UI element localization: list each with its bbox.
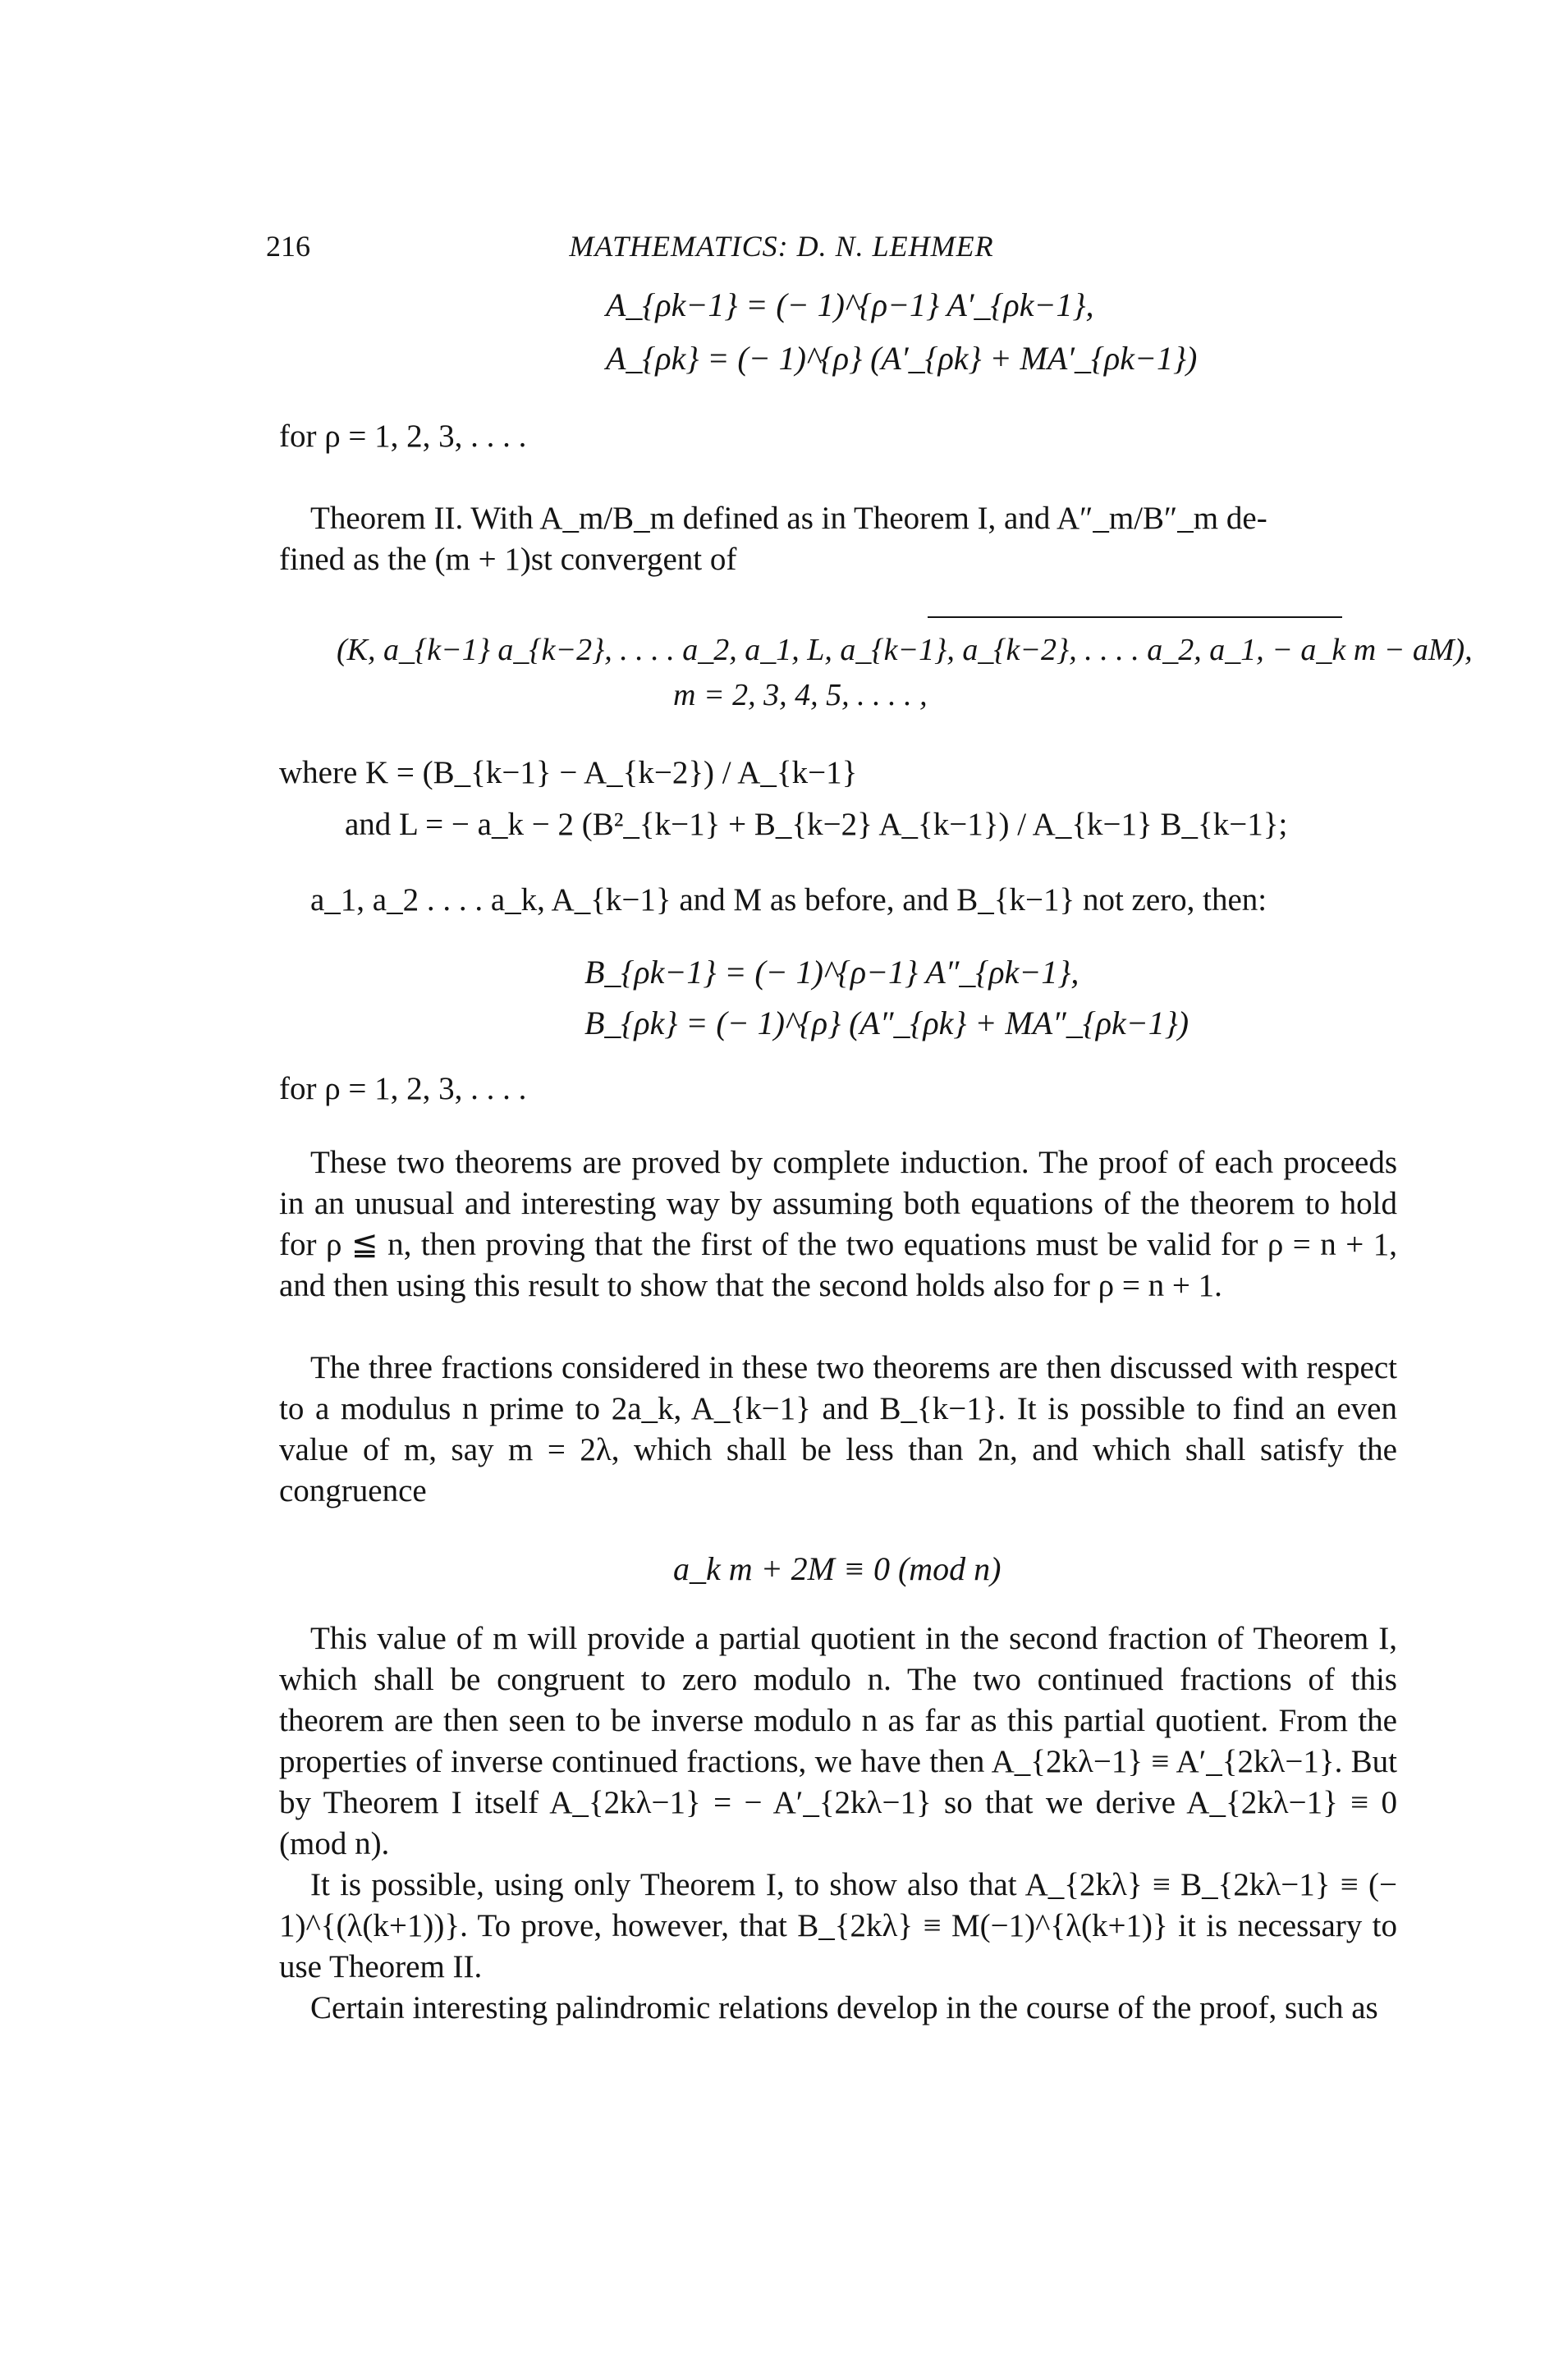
running-head: MATHEMATICS: D. N. LEHMER	[569, 230, 994, 263]
paragraph-partial-quotient: This value of m will provide a partial quotient in the second fraction of Theorem I, which shall be congruent to zero modulo n. The two continued fractions of this theorem are then seen to be inverse modulo n as far as this partial quotient. From the properties of inverse continued fractions, we have then A_{2kλ−1} ≡ A′_{2kλ−1}. But by Theorem I itself A_{2kλ−1} = − A′_{2kλ−1} so that we derive A_{2kλ−1} ≡ 0 (mod n).	[279, 1621, 1397, 1861]
equation-a-rho-k-minus-1: A_{ρk−1} = (− 1)^{ρ−1} A′_{ρk−1},	[606, 286, 1094, 323]
page-number: 216	[266, 230, 310, 263]
paragraph-palindromic: Certain interesting palindromic relations develop in the course of the proof, such as	[310, 1990, 1378, 2025]
continued-fraction: (K, a_{k−1} a_{k−2}, . . . . a_2, a_1, L, a_{k−1}, a_{k−2}, . . . . a_2, a_1, − a_k m − aM),	[337, 633, 1473, 667]
theorem2-intro-line2: fined as the (m + 1)st convergent of	[279, 542, 737, 577]
m-values: m = 2, 3, 4, 5, . . . . ,	[673, 678, 928, 712]
equation-a-rho-k: A_{ρk} = (− 1)^{ρ} (A′_{ρk} + MA′_{ρk−1})	[606, 340, 1198, 377]
fraction-overbar	[928, 616, 1342, 618]
theorem2-intro-line1: Theorem II. With A_m/B_m defined as in Theorem I, and A″_m/B″_m de-	[310, 501, 1267, 536]
paragraph-induction: These two theorems are proved by complete induction. The proof of each proceeds in an unusual and interesting way by assuming both equations of the theorem to hold for ρ ≦ n, then proving that the first of the two equations must be valid for ρ = n + 1, and then using this result to show that the second holds also for ρ = n + 1.	[279, 1145, 1397, 1303]
and-l-definition: and L = − a_k − 2 (B²_{k−1} + B_{k−2} A_{k−1}) / A_{k−1} B_{k−1};	[345, 807, 1288, 842]
conditions-line: a_1, a_2 . . . . a_k, A_{k−1} and M as before, and B_{k−1} not zero, then:	[310, 882, 1267, 918]
where-k-definition: where K = (B_{k−1} − A_{k−2}) / A_{k−1}	[279, 755, 858, 790]
for-rho-line-2: for ρ = 1, 2, 3, . . . .	[279, 1071, 527, 1106]
equation-b-rho-k: B_{ρk} = (− 1)^{ρ} (A″_{ρk} + MA″_{ρk−1})	[584, 1005, 1189, 1041]
paragraph-modulus: The three fractions considered in these two theorems are then discussed with respect to a modulus n prime to 2a_k, A_{k−1} and B_{k−1}. It is possible to find an even value of m, say m = 2λ, which shall be less than 2n, and which shall satisfy the congruence	[279, 1350, 1397, 1508]
congruence-equation: a_k m + 2M ≡ 0 (mod n)	[673, 1550, 1002, 1587]
paragraph-theorem-one: It is possible, using only Theorem I, to show also that A_{2kλ} ≡ B_{2kλ−1} ≡ (− 1)^{(λ(k+1))}. To prove, however, that B_{2kλ} ≡ M(−1)^{λ(k+1)} it is necessary to use Theorem II.	[279, 1867, 1397, 1984]
equation-b-rho-k-minus-1: B_{ρk−1} = (− 1)^{ρ−1} A″_{ρk−1},	[584, 954, 1079, 991]
for-rho-line-1: for ρ = 1, 2, 3, . . . .	[279, 419, 527, 454]
